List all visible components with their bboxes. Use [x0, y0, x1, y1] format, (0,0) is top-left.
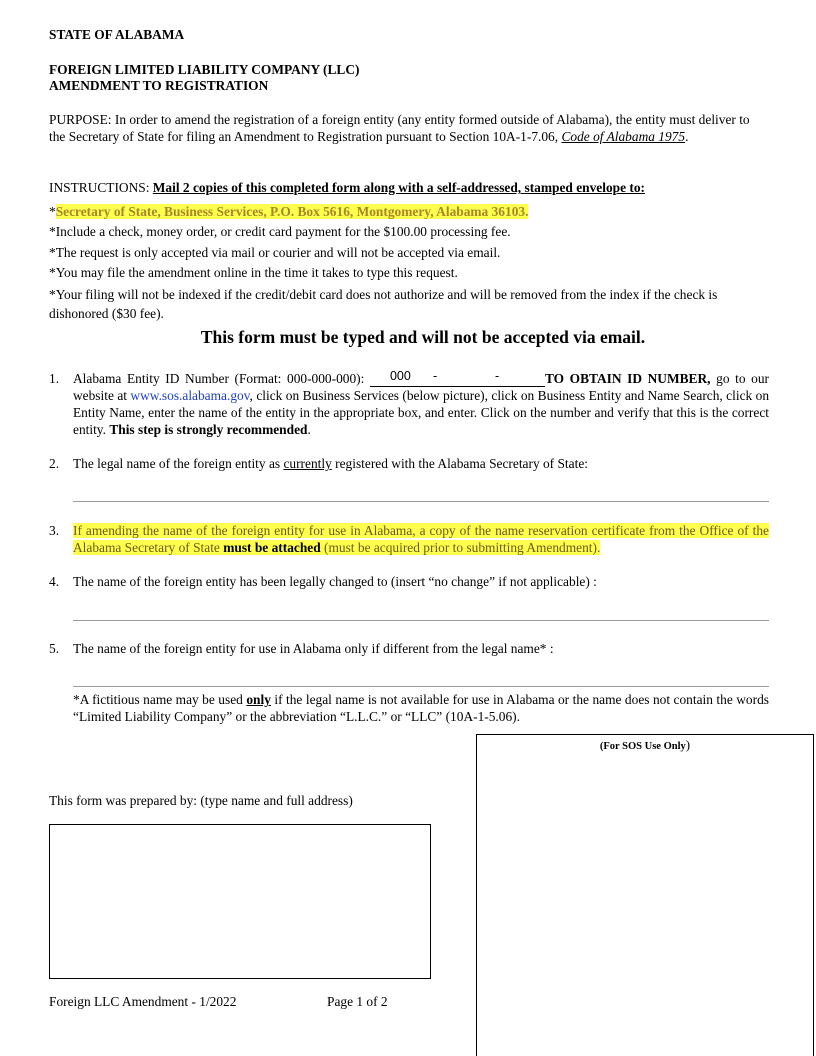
fictitious-name-note	[73, 691, 769, 725]
mailing-address	[49, 203, 763, 220]
state-title: STATE OF ALABAMA	[49, 27, 185, 42]
note-text-a: *A fictitious name may be used	[73, 692, 247, 707]
item1-end: .	[307, 422, 311, 437]
item4-name-changed: The name of the foreign entity has been legally changed to (insert “no change” if not applicable) :	[73, 574, 597, 589]
footer-page-number: Page 1 of 2	[327, 994, 388, 1009]
recommend-text: This step is strongly recommended	[109, 422, 308, 437]
instructions-heading	[49, 179, 763, 196]
address-prefix: *	[49, 204, 56, 219]
prepared-by-input-box[interactable]	[49, 824, 431, 979]
legal-name-line[interactable]	[73, 501, 769, 502]
code-reference: Code of Alabama 1975	[561, 129, 686, 144]
changed-name-line[interactable]	[73, 620, 769, 621]
obtain-id-text: TO OBTAIN ID NUMBER,	[544, 371, 711, 386]
item1-entity-id	[73, 370, 769, 438]
item2-text-a: The legal name of the foreign entity as	[73, 456, 284, 471]
item5-alabama-name: The name of the foreign entity for use in Alabama only if different from the legal name* :	[73, 641, 554, 656]
entity-id-label: Alabama Entity ID Number (Format: 000-000-000):	[73, 371, 370, 386]
purpose-end: .	[685, 129, 689, 144]
mail-instruction: Mail 2 copies of this completed form along with a self-addressed, stamped envelope to:	[152, 180, 645, 195]
purpose-text: PURPOSE: In order to amend the registration of a foreign entity (any entity formed outside of Alabama), the entity must deliver to the Secretary of State for filing an Amendment to Registration pursuant to Section 10A-1-7.06,	[49, 112, 750, 144]
item2-number: 2.	[49, 456, 60, 471]
form-title-line2: AMENDMENT TO REGISTRATION	[49, 78, 269, 93]
item1-number: 1.	[49, 371, 60, 386]
item5-number: 5.	[49, 641, 60, 656]
typed-notice: This form must be typed and will not be accepted via email.	[200, 327, 646, 347]
alabama-name-line[interactable]	[73, 686, 769, 687]
online-instruction: *You may file the amendment online in the time it takes to type this request.	[49, 265, 458, 280]
prepared-by-label: This form was prepared by: (type name and full address)	[49, 793, 353, 808]
sos-use-paren: )	[685, 737, 691, 752]
sos-use-text: (For SOS Use Only	[599, 741, 686, 752]
item1-text-a: go to our website at	[73, 371, 770, 403]
item3-highlight	[73, 523, 769, 555]
item3-number: 3.	[49, 523, 60, 538]
currently-text: currently	[283, 456, 332, 471]
sos-use-label	[477, 738, 813, 754]
item1-text-b: , click on Business Services (below picture), click on Business Entity and Name Search, click on Entity Name, enter the name of the entity in the appropriate box, and enter. Click on the number and verify that this is the correct entity.	[73, 388, 770, 437]
must-be-attached: must be attached	[223, 540, 321, 555]
entity-id-dash1: -	[432, 369, 438, 383]
note-text-b: if the legal name is not available for use in Alabama or the name does not contain the words “Limited Liability Company” or the abbreviation “L.L.C.” or “LLC” (10A-1-5.06).	[73, 692, 769, 724]
item3-name-reservation	[73, 522, 769, 556]
item4-number: 4.	[49, 574, 60, 589]
item3-text-a: If amending the name of the foreign entity for use in Alabama, a copy of the name reservation certificate from the Office of the Alabama Secretary of State	[73, 523, 769, 555]
item2-legal-name	[73, 455, 769, 472]
purpose-paragraph	[49, 111, 763, 145]
address-highlight: Secretary of State, Business Services, P.O. Box 5616, Montgomery, Alabama 36103.	[55, 204, 529, 219]
footer-form-id: Foreign LLC Amendment - 1/2022	[49, 994, 237, 1009]
sos-website-link[interactable]: www.sos.alabama.gov	[130, 388, 250, 403]
instructions-label: INSTRUCTIONS:	[49, 180, 153, 195]
entity-id-prefix: 000	[389, 369, 411, 383]
fee-instruction: *Include a check, money order, or credit card payment for the $100.00 processing fee.	[49, 224, 511, 239]
dishonored-check-instruction: *Your filing will not be indexed if the credit/debit card does not authorize and will be removed from the index if the check is dishonored ($30 fee).	[49, 287, 718, 321]
mail-only-instruction: *The request is only accepted via mail or courier and will not be accepted via email.	[49, 245, 501, 260]
item3-text-b: (must be acquired prior to submitting Amendment).	[320, 540, 601, 555]
only-text: only	[246, 692, 271, 707]
entity-id-dash2: -	[494, 369, 500, 383]
form-title-line1: FOREIGN LIMITED LIABILITY COMPANY (LLC)	[49, 62, 360, 77]
item2-text-b: registered with the Alabama Secretary of State:	[331, 456, 588, 471]
entity-id-input[interactable]	[370, 371, 545, 387]
sos-use-box	[476, 734, 814, 1056]
